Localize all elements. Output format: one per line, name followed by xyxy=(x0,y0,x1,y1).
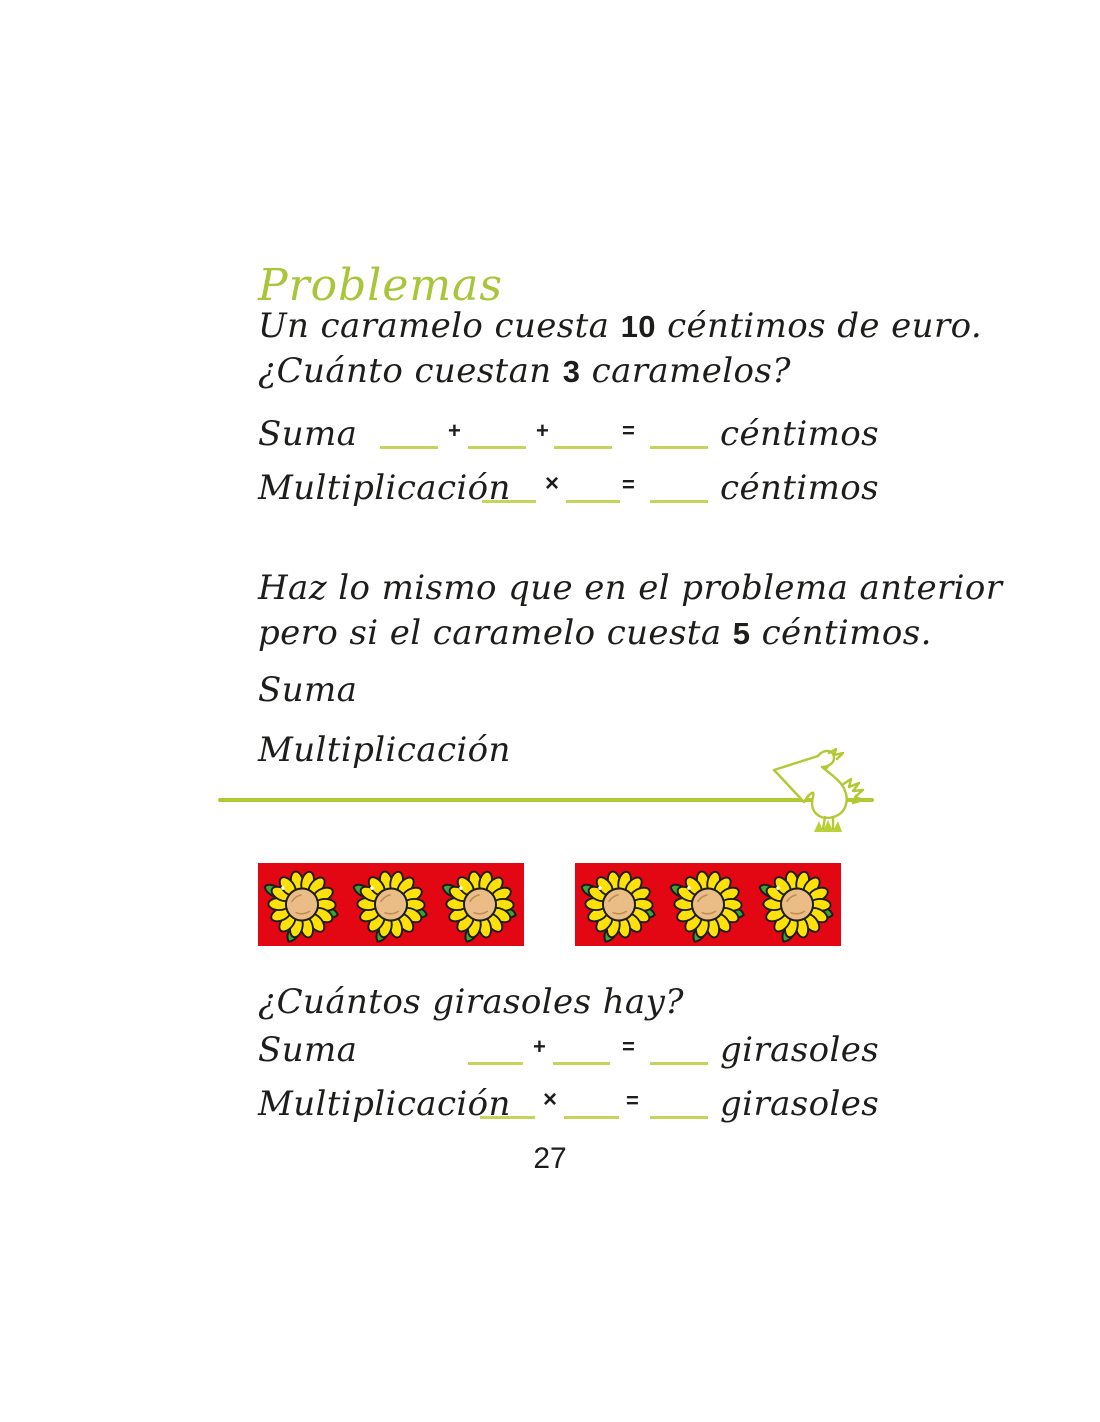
sunflower-icon xyxy=(668,864,748,945)
problem2-statement xyxy=(258,566,1002,656)
unit-label: céntimos xyxy=(720,468,879,508)
count-number: 3 xyxy=(562,354,581,389)
times-operator: × xyxy=(545,470,560,497)
price-number: 5 xyxy=(732,616,751,651)
sunflower-icon xyxy=(262,864,342,945)
answer-blank[interactable] xyxy=(482,486,536,503)
plus-operator: + xyxy=(533,1034,546,1059)
page-title: Problemas xyxy=(258,260,503,311)
problem2-line1: Haz lo mismo que en el problema anterior xyxy=(258,568,1003,608)
equals-operator: = xyxy=(622,1034,635,1059)
equals-operator: = xyxy=(622,472,635,497)
equals-operator: = xyxy=(622,418,635,443)
answer-blank[interactable] xyxy=(380,432,438,449)
sunflower-icon xyxy=(440,864,520,945)
sunflower-panel-2 xyxy=(575,863,841,946)
sum-label: Suma xyxy=(258,1030,358,1070)
unit-label: girasoles xyxy=(720,1084,880,1124)
problem3-sum-row xyxy=(0,1030,1100,1076)
problem1-mult-row xyxy=(0,468,1100,514)
answer-blank[interactable] xyxy=(650,1102,708,1119)
problem1-line1: Un caramelo cuesta 10 céntimos de euro. xyxy=(258,306,983,346)
pelican-icon xyxy=(770,748,872,840)
answer-blank[interactable] xyxy=(480,1102,535,1119)
problem2-line2: pero si el caramelo cuesta 5 céntimos. xyxy=(258,613,932,653)
answer-blank[interactable] xyxy=(468,1048,523,1065)
times-operator: × xyxy=(543,1086,558,1113)
unit-label: girasoles xyxy=(720,1030,880,1070)
problem1-line2: ¿Cuánto cuestan 3 caramelos? xyxy=(258,351,791,391)
answer-blank[interactable] xyxy=(650,432,708,449)
answer-blank[interactable] xyxy=(650,486,708,503)
page-number: 27 xyxy=(533,1142,567,1175)
mult-label: Multiplicación xyxy=(258,468,511,508)
sum-label: Suma xyxy=(258,670,358,710)
sunflower-panel-1 xyxy=(258,863,524,946)
mult-label: Multiplicación xyxy=(258,1084,511,1124)
equals-operator: = xyxy=(626,1088,639,1113)
sunflower-icon xyxy=(351,864,431,945)
plus-operator: + xyxy=(448,418,461,443)
sunflower-icon xyxy=(757,864,837,945)
sum-label: Suma xyxy=(258,414,358,454)
problem1-sum-row xyxy=(0,414,1100,460)
plus-operator: + xyxy=(536,418,549,443)
answer-blank[interactable] xyxy=(553,1048,610,1065)
answer-blank[interactable] xyxy=(650,1048,708,1065)
unit-label: céntimos xyxy=(720,414,879,454)
problem3-mult-row xyxy=(0,1084,1100,1130)
answer-blank[interactable] xyxy=(554,432,612,449)
answer-blank[interactable] xyxy=(468,432,526,449)
problem1-statement xyxy=(258,304,982,394)
problem3-question: ¿Cuántos girasoles hay? xyxy=(258,982,684,1022)
sunflower-icon xyxy=(579,864,659,945)
mult-label: Multiplicación xyxy=(258,730,511,770)
answer-blank[interactable] xyxy=(564,1102,619,1119)
answer-blank[interactable] xyxy=(566,486,620,503)
price-number: 10 xyxy=(620,309,656,344)
